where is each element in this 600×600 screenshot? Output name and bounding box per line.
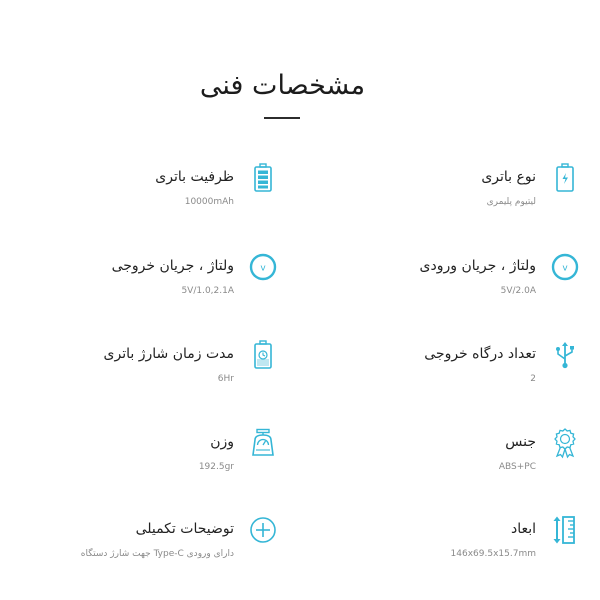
spec-label: وزن — [210, 434, 234, 450]
spec-value: 10000mAh — [184, 197, 234, 207]
voltage-input-icon — [550, 252, 580, 282]
weight-scale-icon — [248, 428, 278, 458]
spec-output-voltage — [28, 252, 278, 308]
spec-value: لیتیوم پلیمری — [486, 197, 536, 207]
spec-label: توضیحات تکمیلی — [135, 521, 234, 537]
spec-battery-type — [330, 163, 580, 219]
spec-value: 146x69.5x15.7mm — [450, 549, 536, 559]
spec-value: 5V/1.0,2.1A — [181, 286, 234, 296]
spec-label: ولتاژ ، جریان خروجی — [111, 258, 234, 274]
spec-label: جنس — [505, 434, 536, 450]
spec-value: 192.5gr — [198, 462, 234, 472]
svg-text:v: v — [260, 263, 266, 274]
spec-value: 2 — [530, 374, 536, 384]
spec-value: دارای ورودی Type-C جهت شارژ دستگاه — [80, 549, 234, 559]
title-underline — [264, 117, 300, 119]
spec-dimensions — [330, 515, 580, 571]
spec-output-ports — [330, 340, 580, 396]
spec-charge-time — [28, 340, 278, 396]
spec-value: ABS+PC — [498, 462, 536, 472]
spec-weight — [28, 428, 278, 484]
battery-charge-icon — [550, 163, 580, 193]
spec-value: 5V/2.0A — [500, 286, 536, 296]
spec-battery-capacity — [28, 163, 278, 219]
spec-value: 6Hr — [217, 374, 234, 384]
spec-label: مدت زمان شارژ باتری — [103, 346, 234, 362]
spec-label: تعداد درگاه خروجی — [424, 346, 536, 362]
dimensions-ruler-icon — [550, 515, 580, 545]
svg-text:v: v — [562, 263, 568, 274]
spec-extra-notes — [28, 515, 278, 571]
battery-full-icon — [248, 163, 278, 193]
spec-label: ولتاژ ، جریان ورودی — [419, 258, 536, 274]
spec-material — [330, 428, 580, 484]
spec-label: ظرفیت باتری — [155, 169, 234, 185]
voltage-output-icon — [248, 252, 278, 282]
spec-input-voltage — [330, 252, 580, 308]
award-ribbon-icon — [550, 428, 580, 458]
battery-clock-icon — [248, 340, 278, 370]
spec-label: نوع باتری — [481, 169, 536, 185]
spec-label: ابعاد — [510, 521, 536, 537]
plus-circle-icon — [248, 515, 278, 545]
usb-icon — [550, 340, 580, 370]
section-title: مشخصات فنی — [199, 70, 366, 101]
